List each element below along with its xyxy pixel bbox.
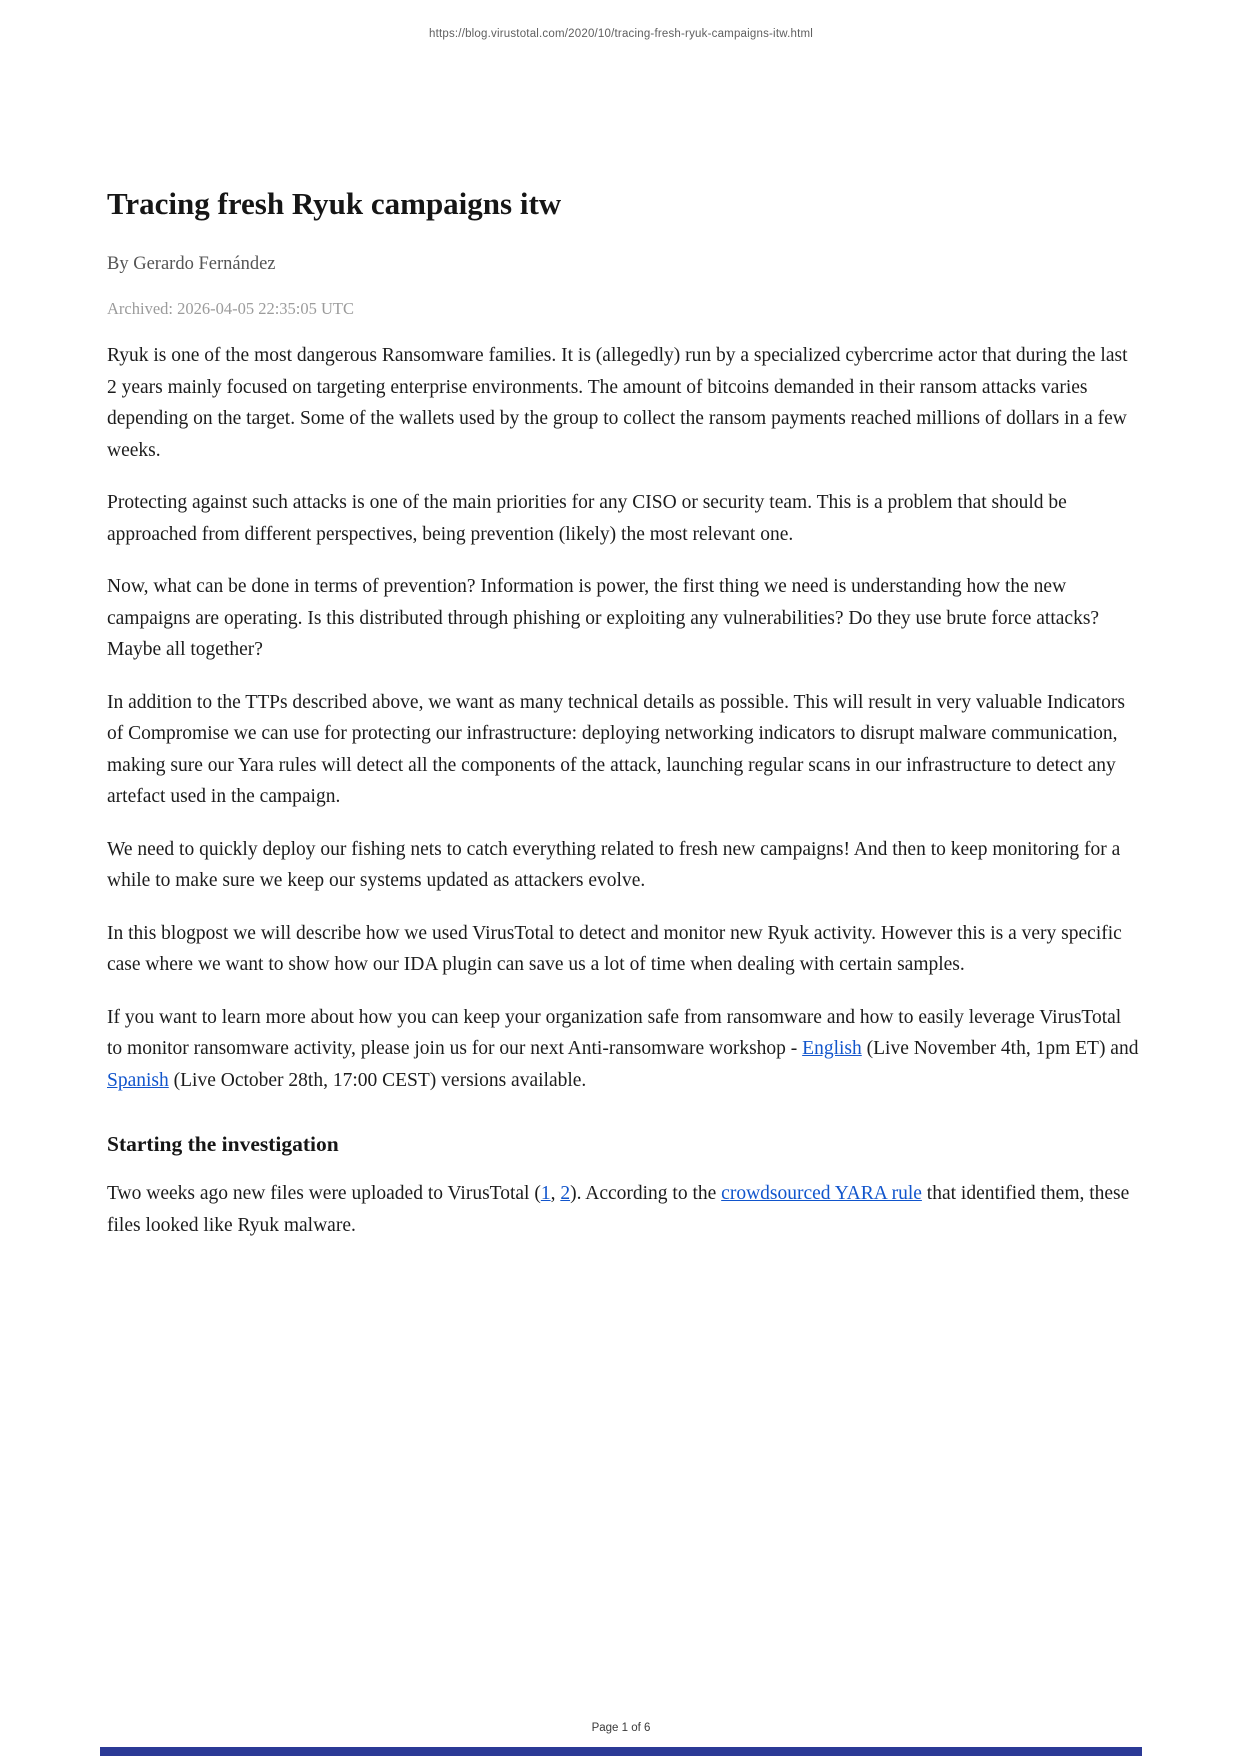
inline-link[interactable]: crowdsourced YARA rule bbox=[721, 1183, 922, 1204]
bottom-image-strip bbox=[100, 1747, 1142, 1756]
inline-link[interactable]: 2 bbox=[560, 1183, 571, 1204]
page-title: Tracing fresh Ryuk campaigns itw bbox=[107, 186, 562, 221]
paragraph: In addition to the TTPs described above, we want as many technical details as possible. This will result in very valuable Indicators of Compromise we can use for protecting our infrastructure: deploying networking indicators to disrupt malware communication, making sure our Yara rules will detect all the components of the attack, launching regular scans in our infrastructure to detect any artefact used in the campaign. bbox=[107, 691, 1125, 807]
paragraph: We need to quickly deploy our fishing nets to catch everything related to fresh new campaigns! And then to keep monitoring for a while to make sure we keep our systems updated as attackers evolve. bbox=[107, 838, 1121, 891]
paragraph: In this blogpost we will describe how we used VirusTotal to detect and monitor new Ryuk activity. However this is a very specific case where we want to show how our IDA plugin can save us a lot of time when dealing with certain samples. bbox=[107, 922, 1122, 975]
inline-link[interactable]: English bbox=[802, 1038, 862, 1059]
paragraph: Ryuk is one of the most dangerous Ransomware families. It is (allegedly) run by a specialized cybercrime actor that during the last 2 years mainly focused on targeting enterprise environments. The amount of bitcoins demanded in their ransom attacks varies depending on the target. Some of the wallets used by the group to collect the ransom payments reached millions of dollars in a few weeks. bbox=[107, 345, 1128, 461]
article bbox=[107, 186, 1139, 1262]
paragraph: If you want to learn more about how you can keep your organization safe from ransomware and how to easily leverage VirusTotal to monitor ransomware activity, please join us for our next Anti-ransomware workshop - English (Live November 4th, 1pm ET) and Spanish (Live October 28th, 17:00 CEST) versions available. bbox=[107, 1006, 1139, 1091]
author-byline: By Gerardo Fernández bbox=[107, 254, 276, 274]
page-number: Page 1 of 6 bbox=[591, 1722, 651, 1734]
archived-timestamp: Archived: 2026-04-05 22:35:05 UTC bbox=[107, 299, 355, 318]
inline-link[interactable]: 1 bbox=[540, 1183, 551, 1204]
section-heading: Starting the investigation bbox=[107, 1132, 339, 1156]
inline-link[interactable]: Spanish bbox=[107, 1069, 169, 1091]
paragraph: Two weeks ago new files were uploaded to VirusTotal (1, 2). According to the crowdsourced YARA rule that identified them, these files looked like Ryuk malware. bbox=[107, 1183, 1130, 1236]
paragraph: Protecting against such attacks is one of the main priorities for any CISO or security team. This is a problem that should be approached from different perspectives, being prevention (likely) the most relevant one. bbox=[107, 492, 1067, 545]
page-url-header: https://blog.virustotal.com/2020/10/tracing-fresh-ryuk-campaigns-itw.html bbox=[428, 28, 814, 40]
article-body bbox=[107, 340, 1139, 1241]
paragraph: Now, what can be done in terms of prevention? Information is power, the first thing we need is understanding how the new campaigns are operating. Is this distributed through phishing or exploiting any vulnerabilities? Do they use brute force attacks? Maybe all together? bbox=[107, 576, 1100, 660]
